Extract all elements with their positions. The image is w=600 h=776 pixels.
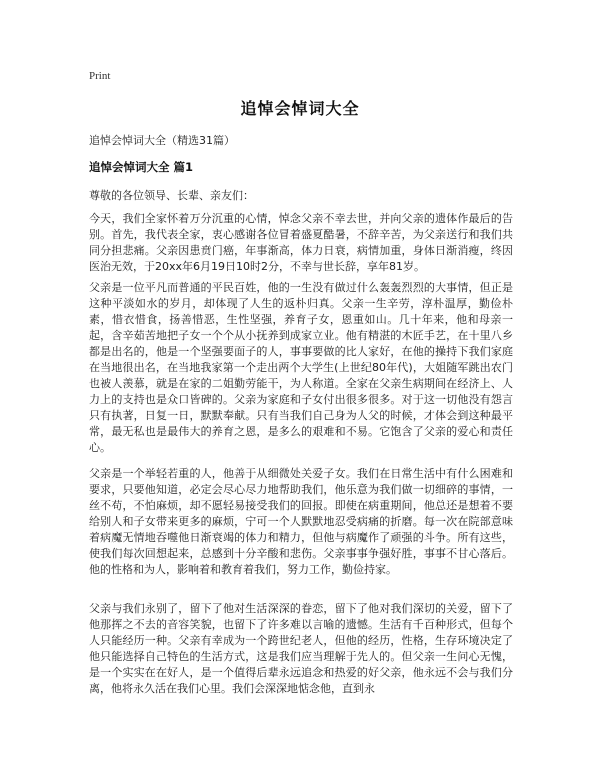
paragraph-1: 今天，我们全家怀着万分沉重的心情，悼念父亲不幸去世，并向父亲的遗体作最后的告别。首先，我代表全家，衷心感谢各位冒着盛夏酷暑，不辞辛苦，为父亲送行和我们共同分担悲痛。父亲因患贲门癌，年事渐高，体力日衰，病情加重，身体日渐消瘦，终因医治无效，于20xx年6月19日10时2分，不幸与世长辞，享年81岁。 xyxy=(89,212,513,273)
page-title: 追悼会悼词大全 xyxy=(240,99,360,118)
print-label[interactable]: Print xyxy=(89,70,111,82)
paragraph-2: 父亲是一位平凡而普通的平民百姓，他的一生没有做过什么轰轰烈烈的大事情，但正是这种平淡如水的岁月，却体现了人生的返朴归真。父亲一生辛劳，淳朴温厚，勤俭朴素，惜衣惜食，扬善惜恶，生性坚强，养育子女，恩重如山。几十年来，他和母亲一起，含辛茹苦地把子女一个个从小抚养到成家立业。他有精湛的木匠手艺，在十里八乡都是出名的，他是一个坚强要面子的人，事事要做的比人家好，在他的操持下我们家庭在当地很出名，在当地我家第一个走出两个大学生(上世纪80年代)，大姐随军跳出农门也被人羡慕，就是在家的二姐勤劳能干，为人称道。全家在父亲生病期间在经济上、人力上的支持也是众口皆碑的。父亲为家庭和子女付出很多很多。对于这一切他没有怨言只有执著，日复一日，默默奉献。只有当我们自己身为人父的时候，才体会到这种最平常，最无私也是最伟大的养育之恩，是多么的艰难和不易。它饱含了父亲的爱心和责任心。 xyxy=(89,281,513,454)
section-heading: 追悼会悼词大全 篇1 xyxy=(89,160,194,174)
paragraph-3: 父亲是一个举轻若重的人，他善于从细微处关爱子女。我们在日常生活中有什么困难和要求，只要他知道，必定会尽心尽力地帮助我们，他乐意为我们做一切细碎的事情，一丝不苟，不怕麻烦，却不愿轻易接受我们的回报。即使在病重期间，他总还是想着不要给别人和子女带来更多的麻烦，宁可一个人默默地忍受病痛的折磨。每一次在院部意味着病魔无情地吞噬他日渐衰竭的体力和精力，但他与病魔作了顽强的斗争。所有这些，使我们每次回想起来，总感到十分辛酸和悲伤。父亲事事争强好胜，事事不甘心落后。他的性格和为人，影响着和教育着我们，努力工作，勤俭持家。 xyxy=(89,467,513,576)
paragraph-4: 父亲与我们永别了，留下了他对生活深深的眷恋，留下了他对我们深切的关爱，留下了他那挥之不去的音容笑貌，也留下了许多难以言喻的遗憾。生活有千百种形式，但每个人只能经历一种。父亲有幸成为一个跨世纪老人，但他的经历，性格，生存环境决定了他只能选择自己特色的生活方式，这是我们应当理解于先人的。但父亲一生问心无愧，是一个实实在在好人，是一个值得后辈永远追念和热爱的好父亲，他永远不会与我们分离，他将永久活在我们心里。我们会深深地惦念他，直到永 xyxy=(89,602,513,695)
greeting-line: 尊敬的各位领导、长辈、亲友们： xyxy=(89,189,254,202)
document-subtitle: 追悼会悼词大全（精选31篇） xyxy=(89,134,235,147)
